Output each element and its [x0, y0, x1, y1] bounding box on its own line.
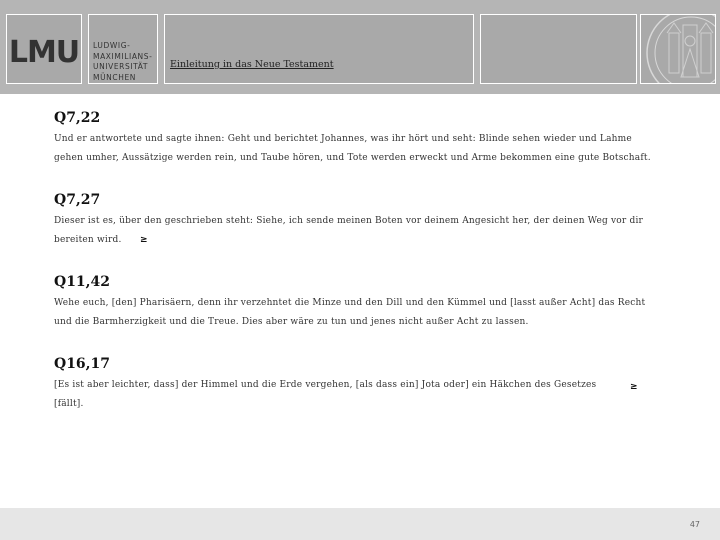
university-line: LUDWIG-: [93, 41, 131, 50]
university-line: MÜNCHEN: [93, 72, 136, 82]
section-text: Dieser ist es, über den geschrieben steht: Siehe, ich sende meinen Boten vor deinem Angesicht her, der deinen Weg vor dir bereiten wird.: [54, 216, 644, 245]
lmu-logo: [6, 14, 82, 84]
logo-text: LMU: [8, 35, 80, 70]
presentation-title-box: [164, 14, 474, 84]
footer-bar: [0, 508, 720, 540]
quote-section: [54, 356, 654, 413]
section-text: [Es ist aber leichter, dass] der Himmel und die Erde vergehen, [als dass ein] Jota oder] ein Häkchen des Gesetzes [fällt].: [54, 380, 597, 409]
university-line: UNIVERSITÄT: [93, 62, 149, 71]
section-heading: Q16,17: [54, 356, 111, 372]
section-heading: Q7,22: [54, 110, 101, 126]
section-text: Wehe euch, [den] Pharisäern, denn ihr verzehntet die Minze und den Dill und den Kümmel und [lasst außer Acht] das Recht und die Barmherzigkeit und die Treue. Dies aber wäre zu tun und jenes nicht außer Acht zu lassen.: [54, 298, 646, 327]
quote-section: [54, 110, 654, 167]
section-heading: Q11,42: [54, 274, 111, 290]
university-line: MAXIMILIANS-: [93, 51, 153, 61]
arrow-link-icon[interactable]: ≥: [140, 235, 148, 245]
university-name-box: [88, 14, 158, 84]
header-bar: [0, 0, 720, 94]
quote-section: [54, 274, 654, 331]
arrow-link-icon[interactable]: ≥: [630, 382, 638, 392]
page-number: 47: [689, 520, 700, 529]
quote-section: [54, 192, 654, 249]
presentation-title: Einleitung in das Neue Testament: [170, 59, 334, 70]
section-text: Und er antwortete und sagte ihnen: Geht und berichtet Johannes, was ihr hört und seht: Blinde sehen wieder und Lahme gehen umher, Aussätzige werden rein, und Taube hören, und Tote werden erweckt und Arme bekommen eine gute Botschaft.: [54, 134, 651, 163]
seal-icon: [641, 15, 716, 84]
section-heading: Q7,27: [54, 192, 101, 208]
header-spacer: [480, 14, 637, 84]
university-name: [93, 41, 152, 83]
university-seal: [640, 14, 716, 84]
